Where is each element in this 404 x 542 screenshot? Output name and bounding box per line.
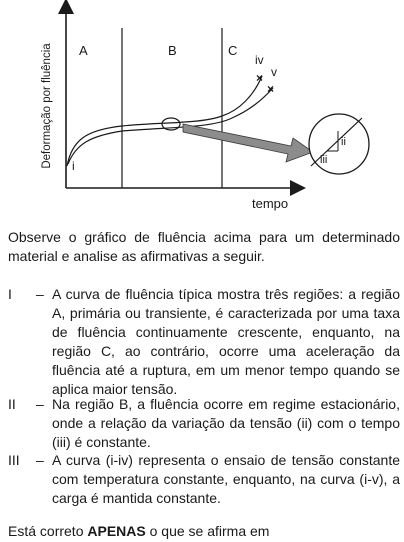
question-prompt bbox=[8, 522, 269, 541]
inset-label-ii: ii bbox=[341, 136, 346, 148]
creep-curve-i-iv bbox=[67, 76, 262, 166]
statement-text: A curva de fluência típica mostra três regiões: a região A, primária ou transiente, é caracterizada por uma taxa de fluência continuamente crescente, enquanto, na região C, ao contrário, ocorre uma aceleração da fluência até a ruptura, em um menor tempo quando se aplica maior tensão. bbox=[52, 286, 400, 397]
region-label-b: B bbox=[168, 43, 177, 58]
question-intro: Observe o gráfico de fluência acima para um determinado material e analise as afirmativas a seguir. bbox=[8, 229, 400, 264]
curve-label-v: v bbox=[271, 65, 277, 79]
statement-number: II bbox=[8, 396, 16, 412]
rupture-mark-iv: × bbox=[256, 71, 264, 85]
zoom-inset-circle bbox=[309, 114, 369, 174]
prompt-prefix: Está correto bbox=[8, 523, 88, 539]
curve-label-iv: iv bbox=[255, 53, 264, 67]
creep-curve-figure bbox=[0, 0, 404, 222]
zoom-arrow bbox=[183, 124, 313, 162]
curve-label-i: i bbox=[72, 159, 75, 173]
statement-iii bbox=[8, 451, 400, 508]
rupture-mark-v: × bbox=[267, 82, 275, 96]
statement-text: Na região B, a fluência ocorre em regime estacionário, onde a relação da variação da tensão (ii) com o tempo (iii) é constante. bbox=[52, 396, 400, 450]
statement-dash: – bbox=[36, 396, 44, 412]
statement-number: I bbox=[8, 286, 12, 302]
statement-number: III bbox=[8, 452, 20, 468]
statement-text: A curva (i-iv) representa o ensaio de tensão constante com temperatura constante, enquanto, na curva (i-v), a carga é mantida constante. bbox=[52, 452, 400, 506]
statement-dash: – bbox=[36, 286, 44, 302]
x-axis-label: tempo bbox=[252, 196, 289, 211]
statement-i bbox=[8, 285, 400, 397]
inset-label-iii: iii bbox=[320, 154, 328, 166]
creep-curve-i-v bbox=[68, 88, 273, 164]
statement-ii bbox=[8, 395, 400, 452]
region-label-c: C bbox=[228, 43, 238, 58]
prompt-emphasis: APENAS bbox=[87, 523, 146, 539]
prompt-suffix: o que se afirma em bbox=[145, 523, 270, 539]
statement-dash: – bbox=[36, 452, 44, 468]
y-axis-label: Deformação por fluência bbox=[41, 43, 53, 169]
region-label-a: A bbox=[79, 43, 88, 58]
